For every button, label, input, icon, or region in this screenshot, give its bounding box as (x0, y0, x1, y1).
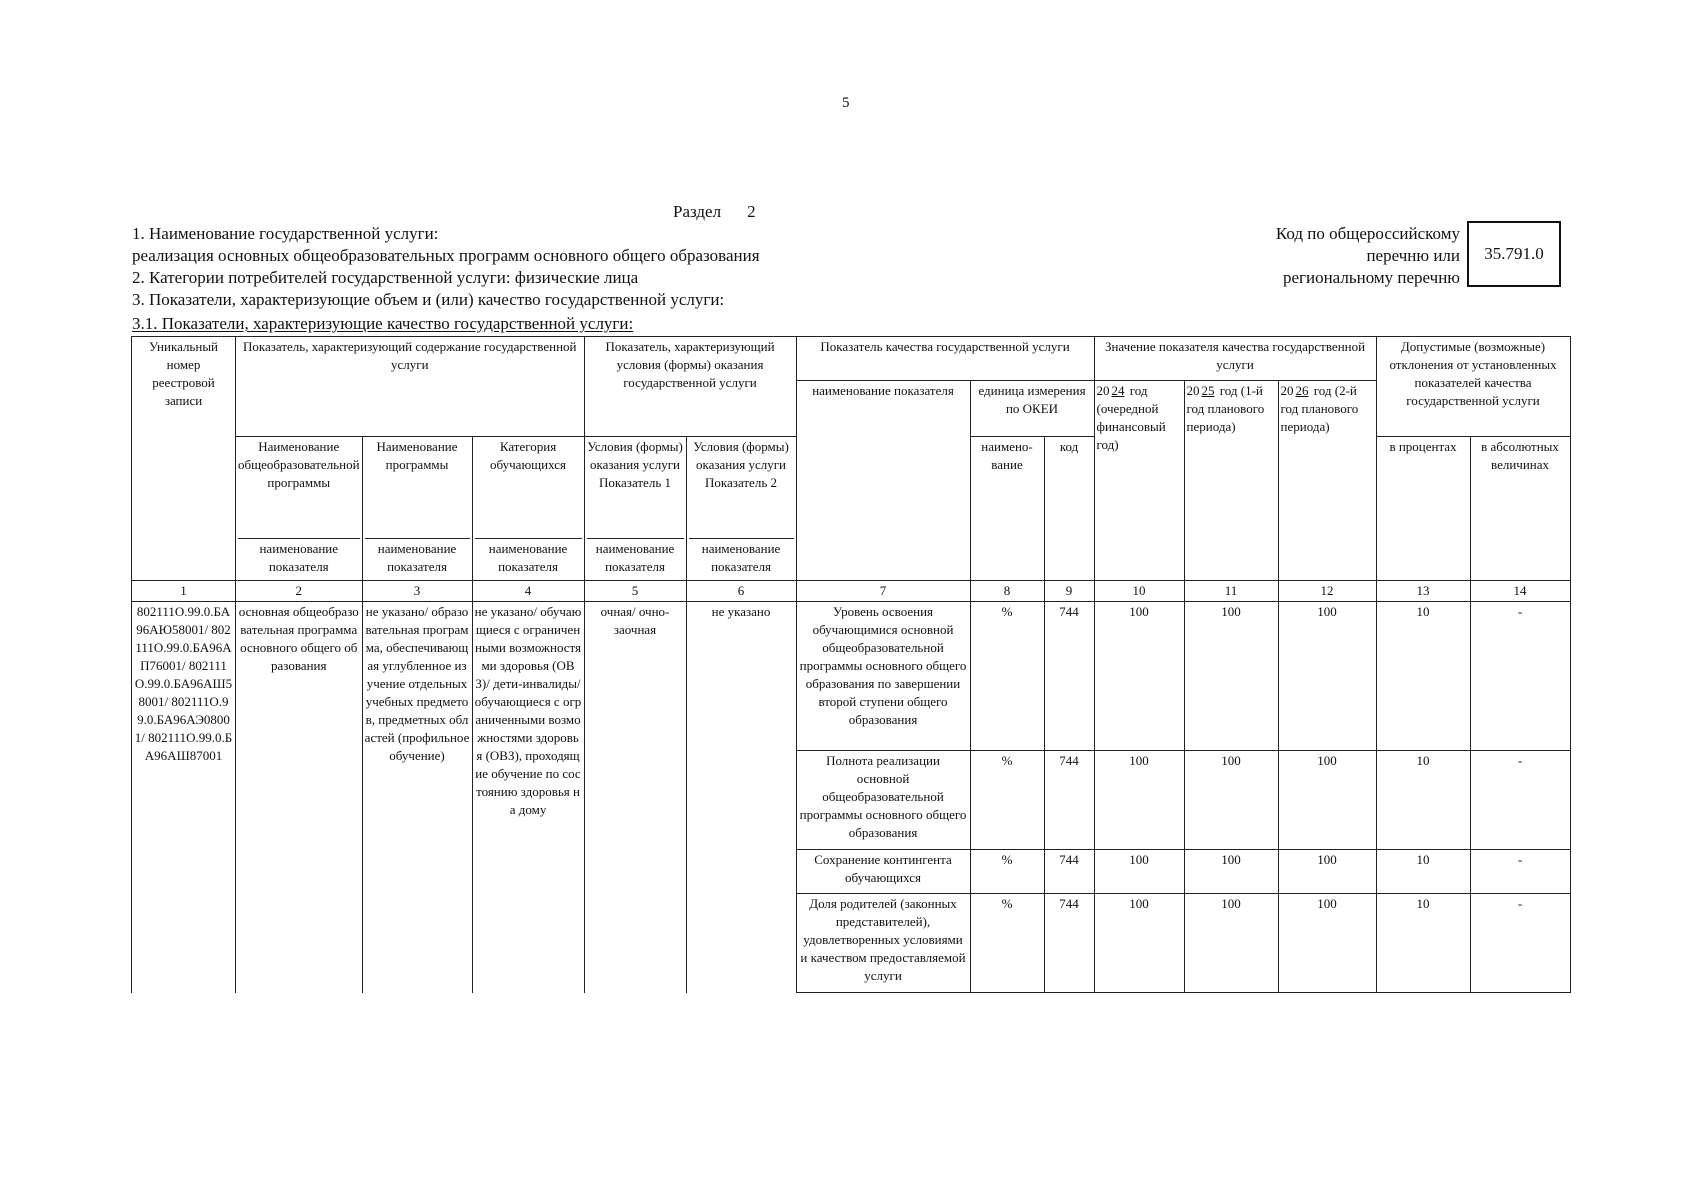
sub-header-absolute: в абсолютных величинах (1470, 437, 1570, 581)
indicator-value-1: 100 (1094, 751, 1184, 850)
form-2-value: не указано (686, 602, 796, 993)
registry-code-box: 35.791.0 (1467, 221, 1561, 287)
indicator-code: 744 (1044, 602, 1094, 751)
indicator-unit: % (970, 850, 1044, 894)
col-number: 4 (472, 581, 584, 602)
col-number: 13 (1376, 581, 1470, 602)
deviation-percent: 10 (1376, 894, 1470, 993)
quality-indicators-table (131, 336, 1571, 993)
indicator-code: 744 (1044, 850, 1094, 894)
sub-header-form-1: Условия (формы) оказания услуги Показатель 1 наименование показателя (584, 437, 686, 581)
indicator-name: Полнота реализации основной общеобразовательной программы основного общего образования (796, 751, 970, 850)
indicator-unit: % (970, 751, 1044, 850)
sub-header-program: Наименование общеобразовательной программы наименование показателя (236, 437, 363, 581)
program-name-value: не указано/ образовательная программа, обеспечивающая углубленное изучение отдельных учебных предметов, предметных областей (профильное обучение) (362, 602, 472, 993)
deviation-percent: 10 (1376, 850, 1470, 894)
service-name-value: реализация основных общеобразовательных программ основного общего образования (132, 246, 760, 265)
registry-number: 802111О.99.0.БА96АЮ58001/ 802111О.99.0.БА96АП76001/ 802111О.99.0.БА96АШ58001/ 802111О.99.0.БА96АЭ08001/ 802111О.99.0.БА96АШ87001 (132, 602, 236, 993)
deviation-absolute: - (1470, 751, 1570, 850)
col-number: 10 (1094, 581, 1184, 602)
section-label: Раздел (673, 202, 722, 221)
service-name-heading: 1. Наименование государственной услуги: (132, 224, 439, 243)
indicator-name: Сохранение контингента обучающихся (796, 850, 970, 894)
col-header-values: Значение показателя качества государственной услуги (1094, 337, 1376, 381)
deviation-percent: 10 (1376, 602, 1470, 751)
col-number: 2 (236, 581, 363, 602)
code-label-1: Код по общероссийскому (1275, 224, 1460, 243)
col-number: 7 (796, 581, 970, 602)
sub-header-percent: в процентах (1376, 437, 1470, 581)
indicator-value-3: 100 (1278, 850, 1376, 894)
indicator-value-1: 100 (1094, 602, 1184, 751)
section-title (673, 202, 756, 222)
sub-header-unit-code: код (1044, 437, 1094, 581)
col-header-year-3: 20 26 год (2-й год планового периода) (1278, 381, 1376, 581)
deviation-percent: 10 (1376, 751, 1470, 850)
code-label-3: региональному перечню (1282, 268, 1460, 287)
indicator-value-1: 100 (1094, 894, 1184, 993)
indicator-value-2: 100 (1184, 602, 1278, 751)
indicator-value-1: 100 (1094, 850, 1184, 894)
indicator-value-3: 100 (1278, 602, 1376, 751)
col-header-indicator-name: наименование показателя (796, 381, 970, 581)
sub-header-form-2: Условия (формы) оказания услуги Показатель 2 наименование показателя (686, 437, 796, 581)
section-number: 2 (747, 202, 756, 221)
col-number: 6 (686, 581, 796, 602)
category-value: не указано/ обучающиеся с ограниченными возможностями здоровья (ОВЗ)/ дети-инвалиды/ обучающиеся с ограниченными возможностями здоровья (ОВЗ), проходящие обучение по состоянию здоровья на дому (472, 602, 584, 993)
indicator-name: Уровень освоения обучающимися основной общеобразовательной программы основного общего образования по завершении второй ступени общего образования (796, 602, 970, 751)
col-number: 8 (970, 581, 1044, 602)
col-number: 3 (362, 581, 472, 602)
deviation-absolute: - (1470, 850, 1570, 894)
sub-header-category: Категория обучающихся наименование показателя (472, 437, 584, 581)
col-header-content: Показатель, характеризующий содержание государственной услуги (236, 337, 585, 437)
program-value: основная общеобразовательная программа основного общего образования (236, 602, 363, 993)
code-label-2: перечню или (1366, 246, 1460, 265)
col-number: 1 (132, 581, 236, 602)
indicator-value-3: 100 (1278, 894, 1376, 993)
indicators-heading: 3. Показатели, характеризующие объем и (или) качество государственной услуги: (132, 290, 725, 309)
indicator-code: 744 (1044, 894, 1094, 993)
col-number: 12 (1278, 581, 1376, 602)
page-number: 5 (842, 95, 850, 111)
form-1-value: очная/ очно-заочная (584, 602, 686, 993)
col-number: 5 (584, 581, 686, 602)
indicator-unit: % (970, 602, 1044, 751)
col-header-unit: единица измерения по ОКЕИ (970, 381, 1094, 437)
deviation-absolute: - (1470, 602, 1570, 751)
quality-indicators-heading: 3.1. Показатели, характеризующие качество государственной услуги: (132, 314, 634, 333)
indicator-value-2: 100 (1184, 751, 1278, 850)
col-number: 11 (1184, 581, 1278, 602)
sub-header-unit-name: наимено-вание (970, 437, 1044, 581)
consumer-categories: 2. Категории потребителей государственной услуги: физические лица (132, 268, 639, 287)
indicator-code: 744 (1044, 751, 1094, 850)
indicator-value-3: 100 (1278, 751, 1376, 850)
indicator-unit: % (970, 894, 1044, 993)
sub-header-program-name: Наименование программы наименование показателя (362, 437, 472, 581)
indicator-name: Доля родителей (законных представителей), удовлетворенных условиями и качеством предоставляемой услуги (796, 894, 970, 993)
col-header-quality: Показатель качества государственной услуги (796, 337, 1094, 381)
col-header-year-1: 20 24 год (очередной финансовый год) (1094, 381, 1184, 581)
col-header-conditions: Показатель, характеризующий условия (формы) оказания государственной услуги (584, 337, 796, 437)
col-header-registry: Уникальный номер реестровой записи (132, 337, 236, 581)
col-number: 14 (1470, 581, 1570, 602)
col-header-year-2: 20 25 год (1-й год планового периода) (1184, 381, 1278, 581)
col-number: 9 (1044, 581, 1094, 602)
table-row (132, 602, 1571, 751)
indicator-value-2: 100 (1184, 894, 1278, 993)
indicator-value-2: 100 (1184, 850, 1278, 894)
column-numbers-row (132, 581, 1571, 602)
deviation-absolute: - (1470, 894, 1570, 993)
col-header-deviation: Допустимые (возможные) отклонения от установленных показателей качества государственной услуги (1376, 337, 1570, 437)
